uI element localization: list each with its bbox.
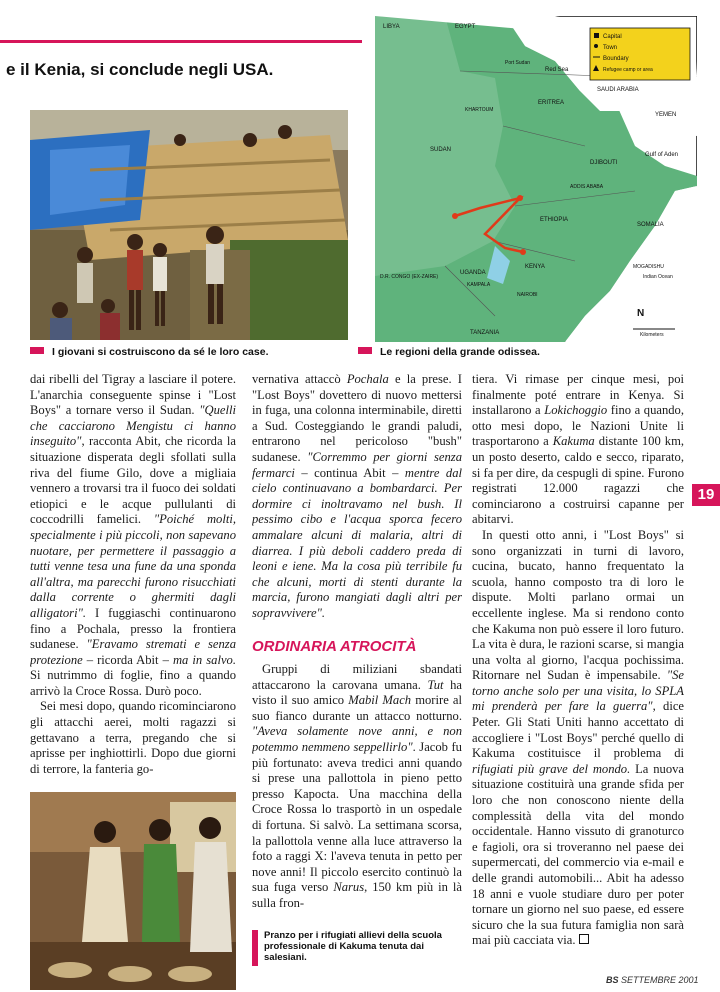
map-label: ETHIOPIA (540, 217, 569, 223)
map-label: KHARTOUM (465, 107, 494, 113)
text: La nuova situazione costituirà una grande sfida per loro che non conoscono niente della complessità della vita del mondo occidentale. Hanno vissuto di granoturco e fagioli, ora si troveranno nel paese dei supermercati, del commercio via e-mail e delle grandi automobili... Abit ha adesso 18 anni e vuole studiare duro per poter tornare un giorno nel suo paese, ed essere sicuro che la sua futura famiglia non sarà mai più cacciata via. (472, 761, 684, 948)
caption-marker (30, 347, 44, 354)
map-label: SUDAN (430, 147, 452, 153)
map-label: LIBYA (383, 24, 400, 30)
caption-bar (252, 930, 258, 966)
map-label: ERITREA (538, 100, 565, 106)
text: I fuggiaschi continuarono fino a Pochala, presso la frontiera sudanese. (30, 605, 236, 652)
map-east-africa (375, 16, 697, 342)
text: distante 100 km, un posto deserto, caldo e secco, riparato, si fa per dire, da cespugli di spine. Furono registrati 12.000 ragazzi che cominciarono a costruirsi capanne per abitarvi. (472, 434, 684, 527)
legend-item: Town (603, 45, 618, 51)
text: , dice Peter. Gli Stati Uniti hanno accettato di accogliere i "Lost Boys" perché quello di Kakuma costituisce il problema di (472, 699, 684, 761)
text: Gruppi di miliziani sbandati attaccarono la carovana umana. (252, 662, 462, 692)
end-mark (579, 934, 589, 944)
emphasis: Pochala (346, 372, 389, 386)
map-label: SOMALIA (637, 222, 664, 228)
text: In questi otto anni, i "Lost Boys" si sono organizzati in turni di lavoro, cucina, bucato, hanno frequentato la scuola, hanno composto tra di loro le dispute. Molti parlano ormai un eccellente inglese. Ma si rendono conto che Kakuma non può essere il loro futuro. La vita è dura, le razioni scarse, si mangia una volta al giorno, l'acqua pochissima. Ritornare nel Sudan è impensabile. (472, 527, 684, 683)
emphasis: Kakuma (552, 434, 595, 449)
footer (606, 975, 699, 985)
map-label: EGYPT (455, 24, 476, 30)
paragraph (472, 372, 684, 528)
map-label: ADDIS ABABA (570, 184, 604, 190)
paragraph (472, 528, 684, 949)
text: ha visto il suo amico (252, 677, 462, 708)
paragraph (252, 372, 462, 622)
text: e la prese. I "Lost Boys" dovettero di nuovo mettersi in fuga, una colonna interminabile, diretti a Sud. Costeggiando le grandi paludi, entrarono nel pericoloso "bush" sudanese. (252, 372, 462, 464)
page-number: 19 (692, 484, 720, 506)
subheading: ORDINARIA ATROCITÀ (252, 638, 417, 655)
text: , 150 km più in là sulla fron- (252, 880, 462, 910)
legend-item: Capital (603, 34, 622, 40)
article-column-1 (30, 372, 236, 782)
map-label: Port Sudan (505, 60, 531, 66)
map-label: DJIBOUTI (590, 160, 618, 166)
text: fino a quando, otto mesi dopo, le Nazioni Unite li trasportarono a (472, 403, 684, 449)
map-label: Gulf of Aden (645, 152, 679, 158)
map-label: MOGADISHU (633, 264, 664, 270)
text: morire al suo fianco durante un attacco notturno. (252, 693, 462, 723)
map-caption (358, 346, 540, 358)
text: . Jacob fu più fortunato: aveva tredici anni quando si prese una pallottola in pieno petto presso Kapocta. Una macchina della Croce Rossa lo trasportò in un ospedale di fortuna. Si salvò. La settimana scorsa, la pallottola venne alla luce attraverso la foto a raggi X: l'aveva tenuta in petto per nove anni! Il piccolo esercito continuò la sua fuga verso (252, 739, 462, 895)
map-east-africa-image (375, 16, 697, 342)
magazine-name: BS (606, 975, 619, 985)
paragraph (30, 372, 236, 699)
map-label: Indian Ocean (643, 274, 673, 280)
text: dai ribelli del Tigray a lasciare il potere. L'anarchia conseguente spinse i "Lost Boys" a tornare verso il Sudan. (30, 372, 236, 418)
quote: "Corremmo per giorni senza fermarci (252, 449, 462, 480)
map-label: Red Sea (545, 67, 569, 73)
map-label: TANZANIA (470, 330, 500, 336)
map-label: NAIROBI (517, 292, 538, 298)
text: – continua Abit – (294, 465, 405, 480)
photo-hut-building-image (30, 110, 348, 340)
quote: "Aveva solamente nove anni, e non potemmo nemmeno seppellirlo" (252, 724, 462, 754)
quote: "Se torno anche solo per una visita, lo SPLA mi prenderà per fare la guerra" (472, 668, 684, 714)
caption-text: Le regioni della grande odissea. (380, 346, 540, 358)
quote: "Poiché molti, specialmente i più piccoli, non sapevano nuotare, per permettere il passaggio a tutti venne tesa una fune da una sponda all'altra, ma parecchi furono risucchiati dalla corrente o ghermiti dagli alligatori". (30, 512, 236, 620)
text: , racconta Abit, che ricorda la situazione disperata degli sfollati sulla riva del fiume Gilo, dove a migliaia vennero a trovarsi tra il fuoco dei soldati etiopici e le acque pullulanti di coccodrilli famelici. (30, 434, 236, 527)
article-column-2 (252, 372, 462, 628)
quote: rifugiati più grave del mondo. (472, 761, 631, 776)
map-label: YEMEN (655, 112, 677, 118)
legend-item: Refugee camp or area (603, 67, 653, 73)
photo-lunch-image (30, 792, 236, 990)
quote: mentre dal cielo continuavano a bombardarci. Per dormire ci inoltravamo nel bush. Il pessimo cibo e l'acqua sporca fecero ammalare alcuni di malaria, altri di diarrea. I più deboli caddero preda di leoni e iene. Ma la cosa più terribile fu che alcuni, morti di stenti durante la marcia, furono mangiati dagli altri per sopravvivere". (252, 465, 462, 620)
caption-marker (358, 347, 372, 354)
text: vernativa attaccò (252, 372, 347, 386)
map-label: KENYA (525, 264, 545, 270)
article-column-3 (472, 372, 684, 970)
map-north: N (637, 308, 645, 319)
map-label: D.R. CONGO (EX-ZAIRE) (380, 274, 439, 280)
map-label: KAMPALA (467, 282, 491, 288)
text: – ricorda Abit – (82, 652, 173, 667)
caption-text: I giovani si costruiscono da sé le loro case. (52, 346, 269, 358)
paragraph: Sei mesi dopo, quando ricominciarono gli attacchi aerei, molti ragazzi si gettavano a terra, pregando che si aprisse per inghiottirli. Dopo due giorni di terrore, la fanteria go- (30, 699, 236, 776)
quote: "Eravamo stremati e senza protezione (30, 637, 236, 667)
emphasis: Mabil Mach (348, 693, 412, 708)
photo-hut-building (30, 110, 348, 340)
emphasis: Narus (333, 880, 365, 895)
paragraph (252, 662, 462, 912)
photo-caption-bottom: Pranzo per i rifugiati allievi della scuola professionale di Kakuma tenuta dai salesiani. (264, 930, 442, 963)
legend-item: Boundary (603, 56, 629, 62)
text: tiera. Vi rimase per cinque mesi, poi finalmente poté entrare in Kenya. Si installarono a (472, 372, 684, 418)
quote: "Quelli che cacciarono Mengistu ci hanno inseguito" (30, 403, 236, 449)
photo-lunch (30, 792, 236, 990)
quote: ma in salvo. (172, 652, 236, 667)
text: Si nutrimmo di foglie, fino a quando arrivò la Croce Rossa. Durò poco. (30, 668, 236, 698)
issue-date: SETTEMBRE 2001 (621, 975, 699, 985)
article-column-2b (252, 662, 462, 920)
map-scale: Kilometers (640, 332, 664, 338)
headline: e il Kenia, si conclude negli USA. (6, 60, 274, 79)
top-accent-rule (0, 40, 362, 43)
map-label: UGANDA (460, 270, 486, 276)
map-label: SAUDI ARABIA (597, 87, 639, 93)
emphasis: Lokichoggio (544, 403, 608, 418)
emphasis: Tut (427, 677, 444, 692)
photo-caption-top (30, 346, 269, 358)
